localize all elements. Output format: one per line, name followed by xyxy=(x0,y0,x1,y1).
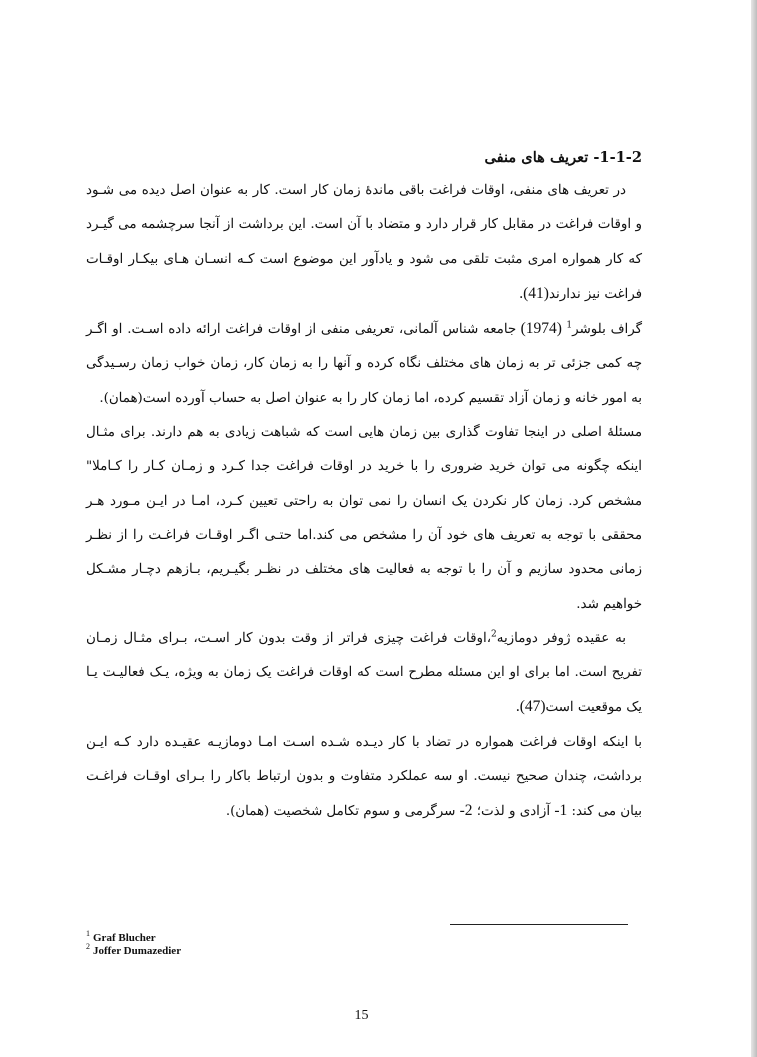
footnote-number: 2 xyxy=(86,942,90,952)
footnote-number: 1 xyxy=(86,929,90,939)
footnote-text: Joffer Dumazedier xyxy=(93,945,182,957)
paragraph-text: جامعه شناس آلمانی، تعریفی منفی از اوقات فراغت ارائه داده اسـت. او اگـر چه کمی جزئی تر به زمان های مختلف نگاه کرده و آنها را به زمان کار، زمان خواب زمان رسـیدگی به امور خانه و زمان آزاد تقسیم کرده، اما زمان کار را به عنوان اصل به حساب آورده است(همان). xyxy=(86,322,642,406)
list-number: 1- xyxy=(554,802,568,820)
page-edge-shadow xyxy=(751,0,757,1057)
footnote-marker: 1 xyxy=(566,320,573,331)
paragraph-main-issue: مسئلهٔ اصلی در اینجا تفاوت گذاری بین زمان هایی است که شباهت زیادی به هم دارند. برای مثـال اینکه چگونه می توان خرید ضروری را با خرید در اوقات فراغت جدا کـرد و زمـان کـار را کـاملا" مشخص کرد. زمان کار نکردن یک انسان را نمی توان به راحتی تعیین کـرد، امـا در ایـن مـورد هـر محققی با توجه به تعریف های خود آن را مشخص می کند.اما حتـی اگـر اوقـات فراغـت را از نظـر زمانی محدود سازیم و آن را با توجه به فعالیت های مختلف در نظـر بگیـریم، بـازهم دچـار مشـکل خواهیم شد. xyxy=(86,425,642,612)
paragraph-three-functions xyxy=(86,726,642,830)
paragraph-text: ،اوقات فراغت چیزی فراتر از وقت بدون کار اسـت، بـرای مثـال زمـان تفریح است. اما برای او این مسئله مطرح است که اوقات فراغت یک زمان به ویژه، یـک فعالیـت یـا یک موقعیت است xyxy=(86,630,642,716)
paragraph-text: در تعریف های منفی، اوقات فراغت باقی ماندهٔ زمان کار است. کار به عنوان اصل دیده می شـود و اوقات فراغت در مقابل کار قرار دارد و متضاد با آن است. این برداشت از آنجا سرچشمه می گیـرد که کار همواره امری مثبت تلقی می شود و یادآور این موضوع است کـه انسـان هـای بیکـار اوقـات فراغت نیز ندارند xyxy=(86,183,642,302)
paragraph-text: سرگرمی و سوم تکامل شخصیت (همان). xyxy=(225,804,460,820)
footnote-text: Graf Blucher xyxy=(93,932,156,944)
footnotes xyxy=(86,929,386,958)
list-number: 2- xyxy=(459,802,473,820)
section-heading: 1-1-2- تعریف های منفی xyxy=(484,149,642,166)
page-number: 15 xyxy=(354,1008,369,1023)
page-body xyxy=(86,143,642,830)
paragraph-graf-blucher xyxy=(86,312,642,416)
paragraph-text: با اینکه اوقات فراغت همواره در تضاد با کار دیـده شـده اسـت امـا دومازیـه عقیـده دارد کـه ایـن برداشت، چندان صحیح نیست. او سه عملکرد متفاوت و بدون ارتباط باکار را بـرای اوقـات فراغـت بیان می کند: xyxy=(86,734,642,820)
footnote-marker: 2 xyxy=(491,629,497,640)
year: (1974) xyxy=(516,320,567,338)
paragraph-dumazedier xyxy=(86,622,642,726)
paragraph-text: آزادی و لذت؛ xyxy=(472,804,555,820)
paragraph-text: گراف بلوشر xyxy=(572,322,642,338)
citation-ref: (47). xyxy=(515,698,546,716)
paragraph-text: به عقیده ژوفر دومازیه xyxy=(496,630,626,646)
footnote-item xyxy=(86,942,386,958)
citation-ref: (41). xyxy=(519,284,549,302)
footnote-item xyxy=(86,929,386,945)
footnote-separator xyxy=(450,924,628,925)
paragraph-negative-definitions xyxy=(86,174,642,312)
